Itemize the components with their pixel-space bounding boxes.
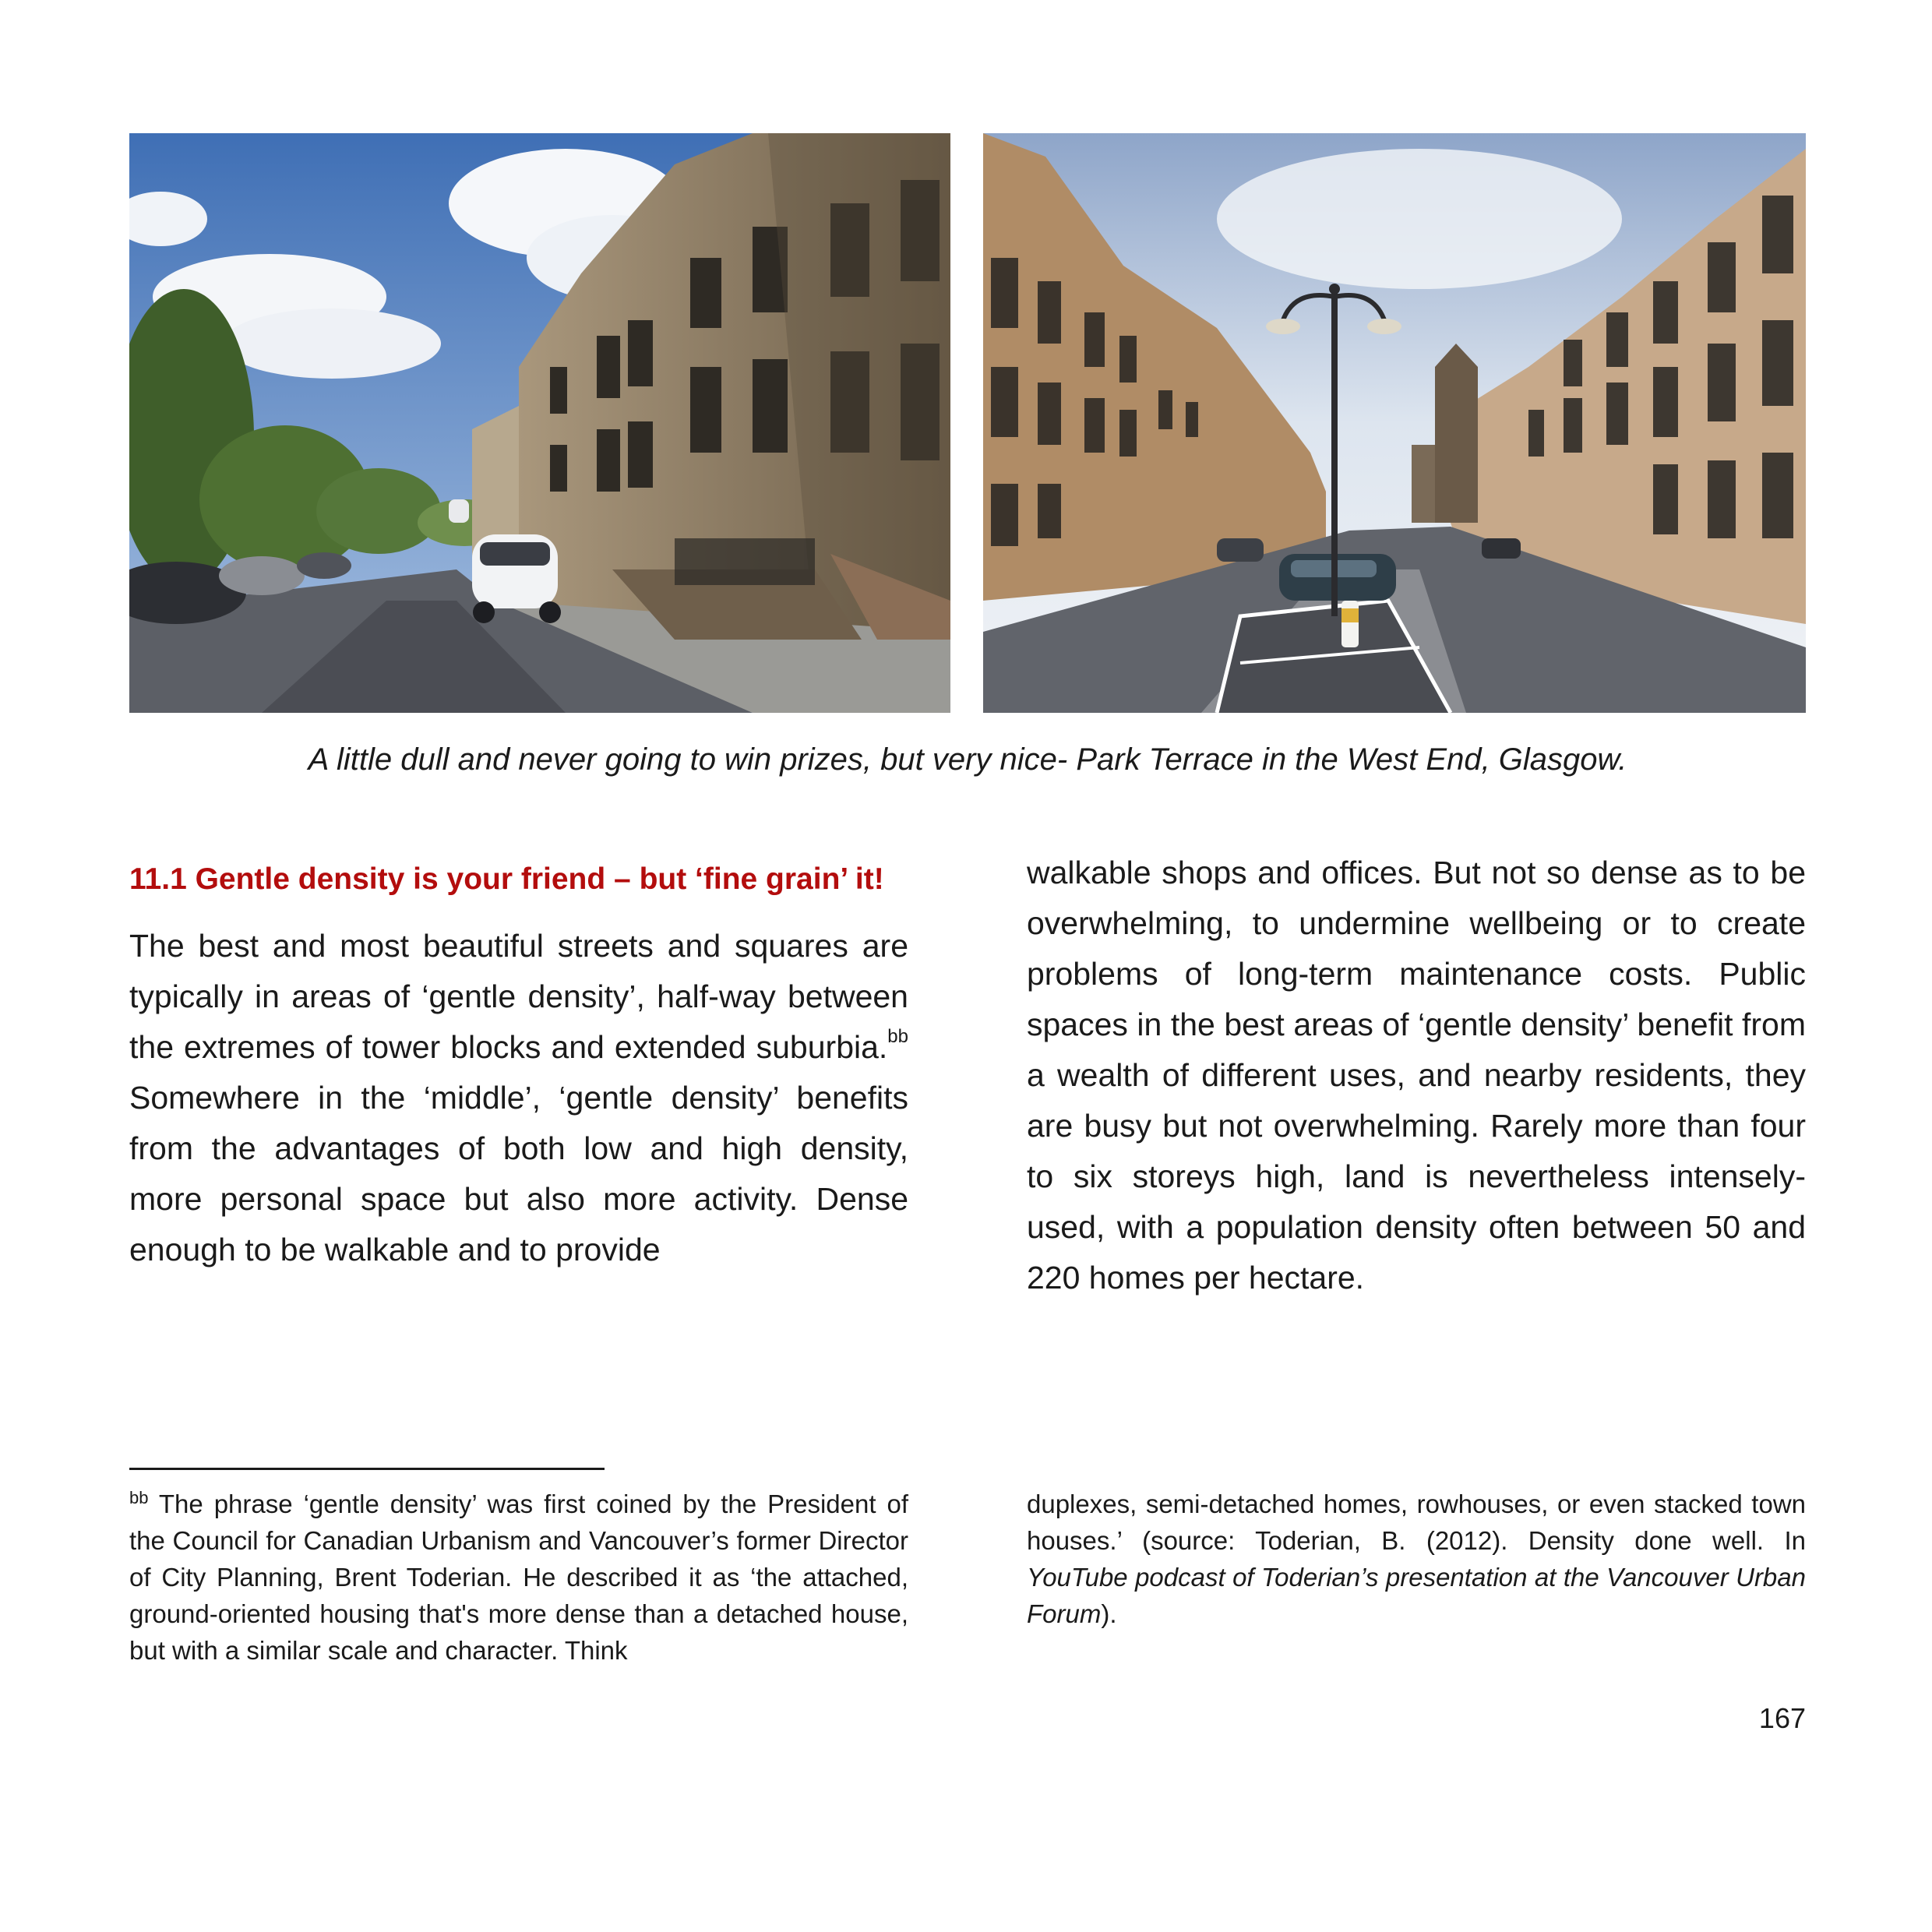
body-paragraph-right: [1027, 848, 1806, 1303]
street-photo-park-terrace-left: [129, 133, 950, 713]
footnote-text-end: ).: [1101, 1599, 1117, 1628]
section-heading: 11.1 Gentle density is your friend – but ‘fine grain’ it!: [129, 862, 884, 896]
page-number: 167: [1758, 1702, 1806, 1734]
street-photo-park-terrace-right: [983, 133, 1806, 713]
footnote-reference[interactable]: bb: [887, 1026, 908, 1047]
column-right: [1027, 855, 1806, 1303]
footnote-source-title: YouTube podcast of Toderian’s presentation at the Vancouver Urban Forum: [1027, 1563, 1806, 1628]
body-paragraph-left: [129, 921, 908, 1275]
figure-caption: A little dull and never going to win prizes, but very nice- Park Terrace in the West End, Glasgow.: [308, 742, 1627, 777]
footnote-left: [129, 1486, 908, 1669]
street-photo-left: [129, 133, 950, 713]
footnote-right: [1027, 1486, 1806, 1632]
column-left: [129, 855, 908, 1275]
footnote-text-part-1: The phrase ‘gentle density’ was first coined by the President of the Council for Canadian Urbanism and Vancouver’s former Director of City Planning, Brent Toderian. He described it as ‘the attached, ground-oriented housing that's more dense than a detached house, but with a similar scale and character. Think: [129, 1490, 908, 1665]
footnote-divider: [129, 1468, 605, 1470]
street-photo-right: [983, 133, 1806, 713]
paragraph-text-part-1: The best and most beautiful streets and squares are typically in areas of ‘gentle density’, half-way between the extremes of tower blocks and extended suburbia.: [129, 928, 908, 1065]
footnote-marker: bb: [129, 1488, 149, 1507]
footnote-text-part-2: duplexes, semi-detached homes, rowhouses, or even stacked town houses.’ (source: Toderian, B. (2012). Density done well. In: [1027, 1490, 1806, 1555]
paragraph-text-part-2: Somewhere in the ‘middle’, ‘gentle density’ benefits from the advantages of both low and high density, more personal space but also more activity. Dense enough to be walkable and to provide: [129, 1080, 908, 1267]
paragraph-text-part-3: walkable shops and offices. But not so dense as to be overwhelming, to undermine wellbeing or to create problems of long-term maintenance costs. Public spaces in the best areas of ‘gentle density’ benefit from a wealth of different uses, and nearby residents, they are busy but not overwhelming. Rarely more than four to six storeys high, land is nevertheless intensely-used, with a population density often between 50 and 220 homes per hectare.: [1027, 855, 1806, 1296]
